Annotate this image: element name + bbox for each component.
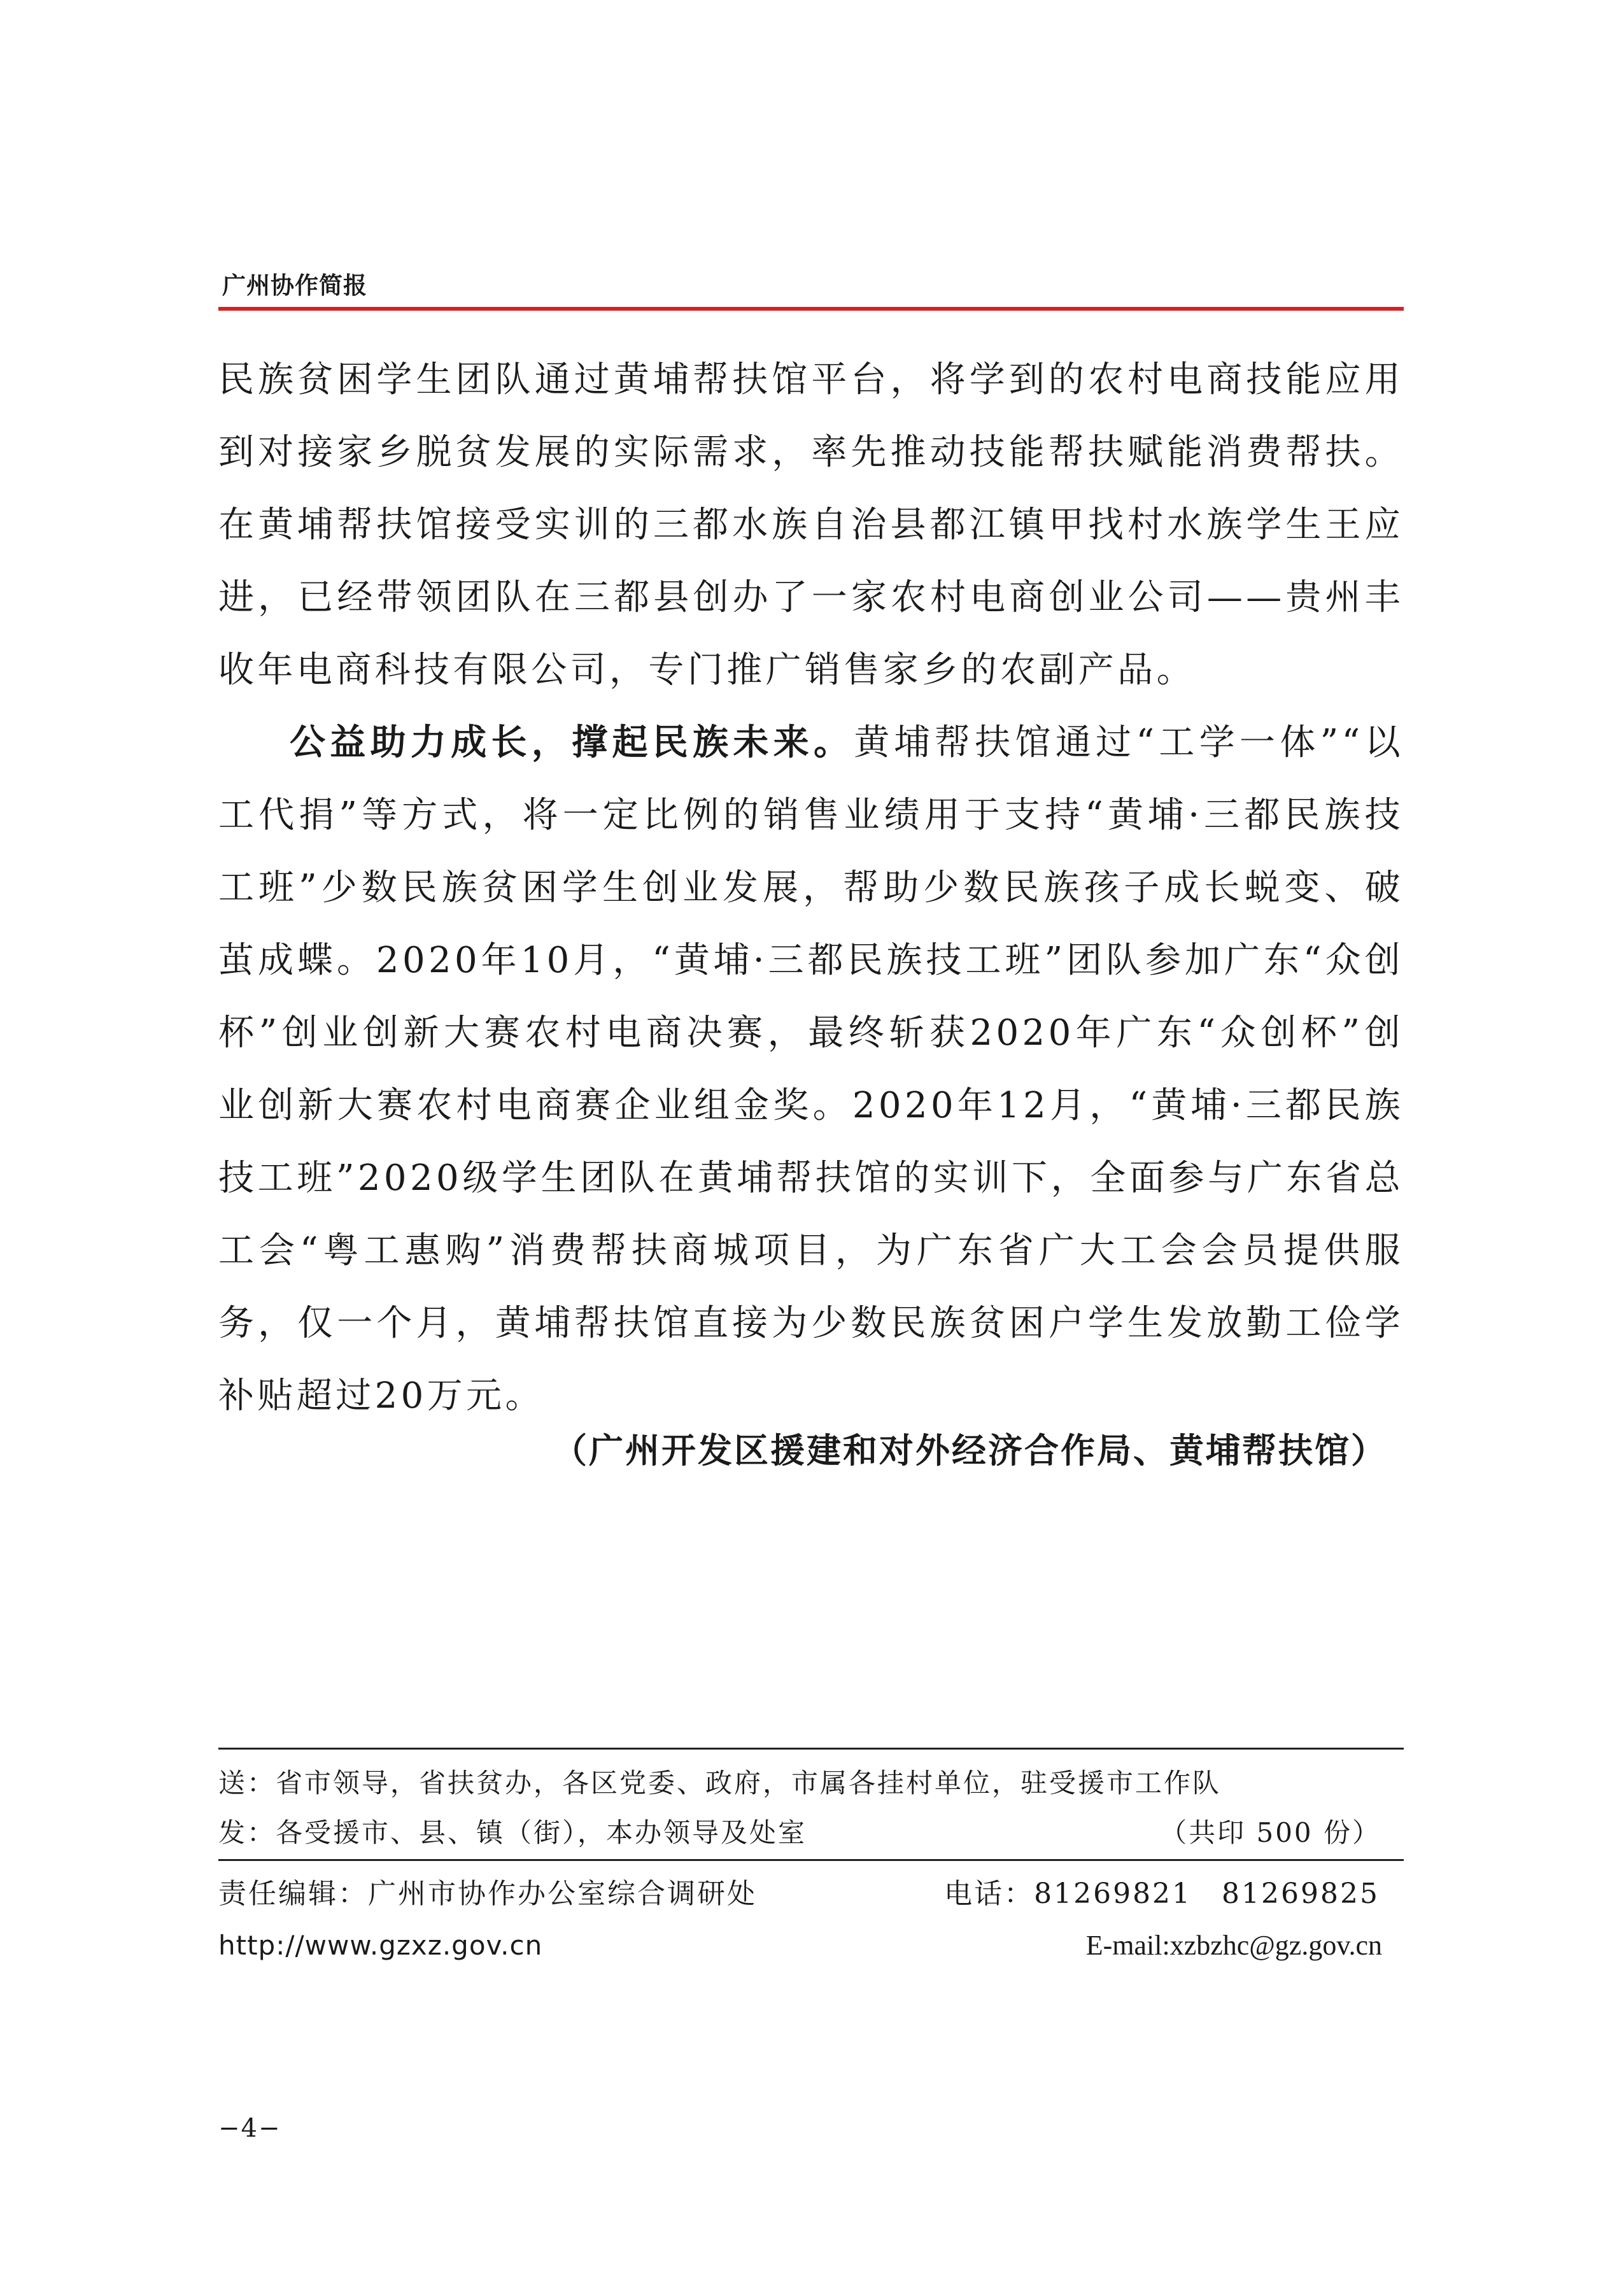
paragraph-text: 黄埔帮扶馆通过“工学一体”“以工代捐”等方式，将一定比例的销售业绩用于支持“黄埔·三都民族技工班”少数民族贫困学生创业发展，帮助少数民族孩子成长蜕变、破茧成蝶。2020年10月，“黄埔·三都民族技工班”团队参加广东“众创杯”创业创新大赛农村电商决赛，最终斩获2020年广东“众创杯”创业创新大赛农村电商赛企业组金奖。2020年12月，“黄埔·三都民族技工班”2020级学生团队在黄埔帮扶馆的实训下，全面参与广东省总工会“粤工惠购”消费帮扶商城项目，为广东省广大工会会员提供服务，仅一个月，黄埔帮扶馆直接为少数民族贫困户学生发放勤工俭学补贴超过20万元。	[218, 722, 1404, 1417]
send-to-line	[218, 1762, 1404, 1800]
email-link[interactable]: E-mail:xzbzhc@gz.gov.cn	[1085, 1930, 1382, 1961]
header-divider	[218, 307, 1404, 311]
footer-middle-divider	[218, 1859, 1404, 1861]
distribute-to-text: 发：各受援市、县、镇（街），本办领导及处室	[218, 1817, 807, 1848]
editor-line	[218, 1871, 1404, 1911]
page-number: −4−	[218, 2114, 281, 2143]
article-body	[218, 344, 1404, 1433]
website-link[interactable]: http://www.gzxz.gov.cn	[218, 1930, 543, 1961]
paragraph-lead-heading: 公益助力成长，撑起民族未来。	[290, 722, 854, 763]
responsible-editor: 责任编辑：广州市协作办公室综合调研处	[218, 1878, 757, 1910]
contact-links-line	[218, 1929, 1404, 1962]
print-count: （共印 500 份）	[1160, 1817, 1381, 1848]
article-paragraph	[218, 707, 1404, 1433]
distribute-line	[218, 1812, 1404, 1850]
footer-top-divider	[218, 1748, 1404, 1750]
send-to-text: 送：省市领导，省扶贫办，各区党委、政府，市属各挂村单位，驻受援市工作队	[218, 1767, 1222, 1799]
contact-phone: 电话：81269821 81269825	[944, 1878, 1380, 1910]
article-source: （广州开发区援建和对外经济合作局、黄埔帮扶馆）	[553, 1431, 1387, 1471]
publication-title: 广州协作简报	[222, 271, 367, 299]
article-paragraph: 民族贫困学生团队通过黄埔帮扶馆平台，将学到的农村电商技能应用到对接家乡脱贫发展的实际需求，率先推动技能帮扶赋能消费帮扶。在黄埔帮扶馆接受实训的三都水族自治县都江镇甲找村水族学生王应进，已经带领团队在三都县创办了一家农村电商创业公司——贵州丰收年电商科技有限公司，专门推广销售家乡的农副产品。	[218, 359, 1404, 691]
